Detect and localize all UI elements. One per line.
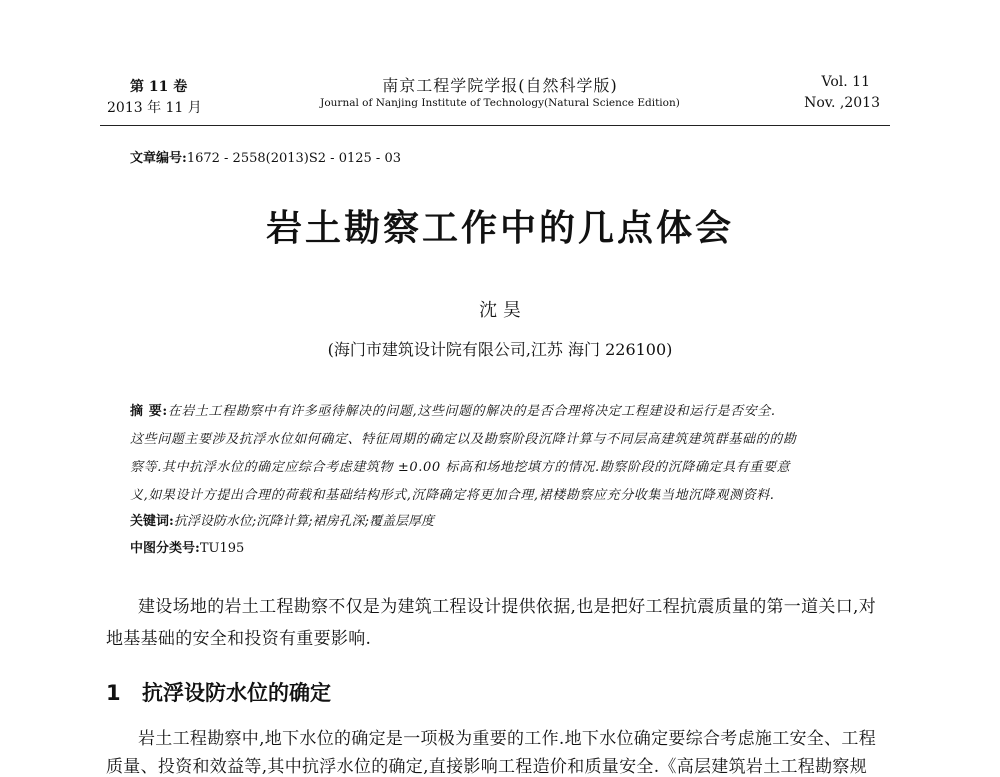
section-title: 抗浮设防水位的确定	[142, 681, 331, 705]
header-volume-cn: 第 11 卷	[130, 79, 188, 95]
header-rule	[100, 125, 890, 126]
clc-value: TU195	[199, 541, 245, 556]
intro-paragraph-line: 建设场地的岩土工程勘察不仅是为建筑工程设计提供依据,也是把好工程抗震质量的第一道关口,对	[138, 597, 877, 617]
section-paragraph-line: 岩土工程勘察中,地下水位的确定是一项极为重要的工作.地下水位确定要综合考虑施工安全、工程	[138, 729, 877, 749]
keywords-label: 关键词:	[130, 514, 174, 529]
header-date-cn: 2013 年 11 月	[107, 100, 202, 116]
article-number-value: 1672 - 2558(2013)S2 - 0125 - 03	[186, 151, 401, 166]
paper-title: 岩土勘察工作中的几点体会	[265, 208, 734, 249]
section-paragraph-line: 质量、投资和效益等,其中抗浮水位的确定,直接影响工程造价和质量安全.《高层建筑岩土工程勘察规	[106, 757, 868, 777]
article-number	[130, 147, 401, 166]
section-number: 1	[106, 681, 121, 705]
keywords-value: 抗浮设防水位;沉降计算;裙房孔深;覆盖层厚度	[173, 514, 434, 529]
abstract-line	[130, 400, 776, 419]
journal-title-cn: 南京工程学院学报(自然科学版)	[382, 76, 618, 95]
section-heading	[106, 677, 331, 707]
clc-label: 中图分类号:	[130, 541, 200, 556]
journal-title-en: Journal of Nanjing Institute of Technology(Natural Science Edition)	[320, 97, 680, 109]
header-volume-en: Vol. 11	[821, 74, 870, 90]
abstract-line: 义,如果设计方提出合理的荷载和基础结构形式,沉降确定将更加合理,裙楼勘察应充分收集当地沉降观测资料.	[130, 488, 775, 503]
clc-number	[130, 537, 244, 556]
author-name: 沈 昊	[479, 300, 521, 321]
article-number-label: 文章编号:	[130, 151, 187, 166]
keywords	[130, 510, 434, 529]
intro-paragraph-line: 地基基础的安全和投资有重要影响.	[106, 629, 372, 649]
header-date-en: Nov. ,2013	[804, 95, 880, 111]
author-affiliation: (海门市建筑设计院有限公司,江苏 海门 226100)	[327, 340, 673, 359]
abstract-line: 察等.其中抗浮水位的确定应综合考虑建筑物 ±0.00 标高和场地挖填方的情况.勘察阶段的沉降确定具有重要意	[130, 460, 791, 475]
abstract-text: 在岩土工程勘察中有许多亟待解决的问题,这些问题的解决的是否合理将决定工程建设和运行是否安全.	[167, 404, 776, 419]
abstract-label: 摘 要:	[130, 404, 168, 419]
abstract-line: 这些问题主要涉及抗浮水位如何确定、特征周期的确定以及勘察阶段沉降计算与不同层高建筑建筑群基础的的勘	[130, 432, 797, 447]
